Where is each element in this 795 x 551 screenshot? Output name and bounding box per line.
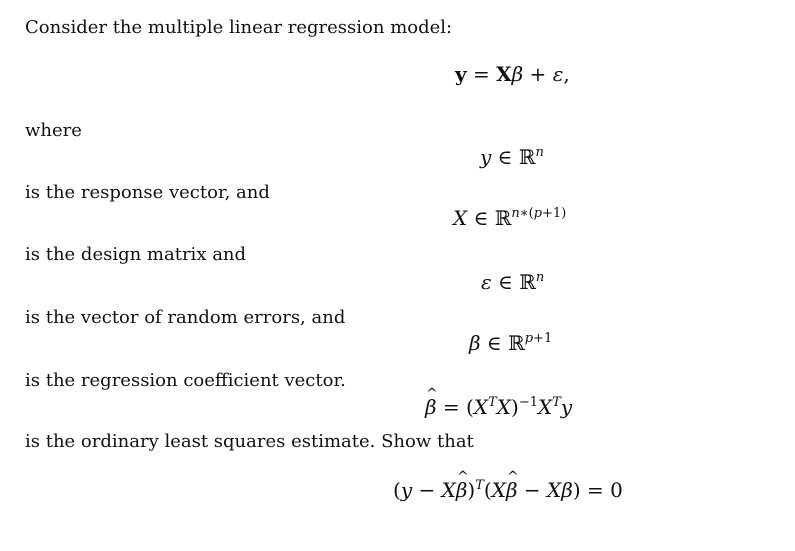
response-domain-equation: y ∈ ℝ$^n$ — [480, 145, 544, 169]
where-text: where — [25, 120, 82, 141]
proof-goal-equation: (y − Xβ ^)$^T$(Xβ ^ − Xβ) = 0 — [393, 480, 623, 500]
ols-estimate-equation: β ^ = $(X^TX)^{-1}X^Ty$ — [425, 397, 572, 417]
random-errors-text: is the vector of random errors, and — [25, 307, 346, 328]
design-matrix-text: is the design matrix and — [25, 244, 247, 265]
error-domain-equation: ε ∈ ℝ$^n$ — [481, 270, 545, 294]
ols-text: is the ordinary least squares estimate. Show that — [25, 431, 474, 452]
coefficient-domain-equation: β ∈ ℝ$^{p+1}$ — [469, 331, 553, 355]
coefficient-vector-text: is the regression coefficient vector. — [25, 370, 346, 391]
design-matrix-domain-equation: X ∈ ℝ$^{n∗(p+1)}$ — [453, 206, 567, 230]
response-vector-text: is the response vector, and — [25, 182, 270, 203]
model-equation: y = Xβ + ε, — [455, 62, 570, 86]
intro-paragraph: Consider the multiple linear regression model: — [25, 17, 453, 38]
